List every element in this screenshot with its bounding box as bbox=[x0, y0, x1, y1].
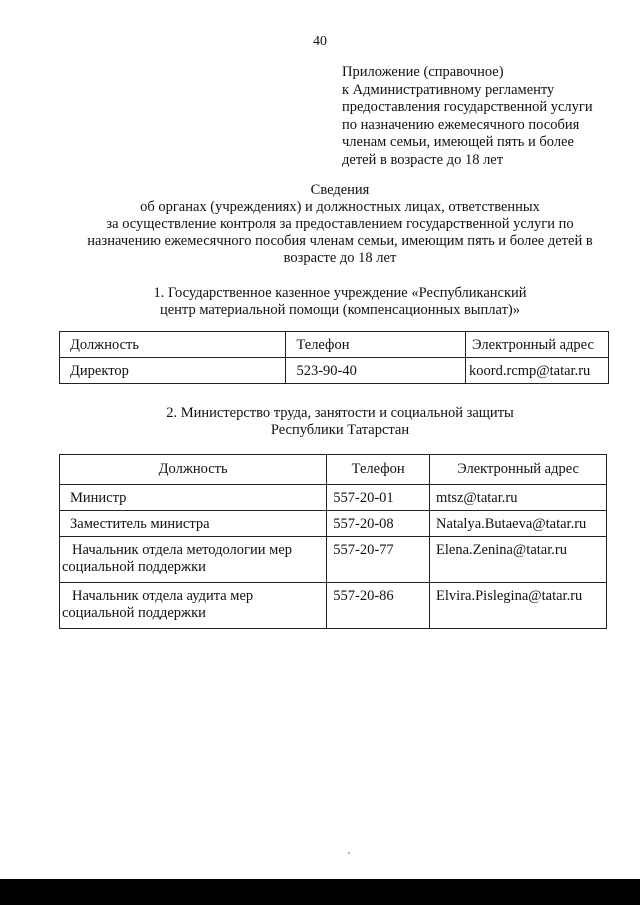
table-row bbox=[60, 537, 607, 583]
column-header: Телефон bbox=[286, 332, 466, 358]
appendix-line: предоставления государственной услуги bbox=[342, 99, 593, 115]
position-cell: Заместитель министра bbox=[60, 511, 327, 537]
appendix-line: членам семьи, имеющей пять и более bbox=[342, 134, 574, 150]
column-header: Электронный адрес bbox=[430, 455, 607, 485]
scan-bottom-edge bbox=[0, 879, 640, 905]
heading-title: Сведения bbox=[310, 182, 370, 198]
table-row bbox=[60, 583, 607, 629]
heading-line: возрасте до 18 лет bbox=[283, 250, 397, 266]
heading-line: назначению ежемесячного пособия членам семьи, имеющим пять и более детей в bbox=[87, 233, 593, 249]
appendix-note bbox=[342, 64, 632, 169]
table-row bbox=[60, 511, 607, 537]
column-header: Электронный адрес bbox=[466, 332, 609, 358]
position-line: социальной поддержки bbox=[62, 559, 206, 575]
section-2-title-line: 2. Министерство труда, занятости и социальной защиты bbox=[166, 405, 514, 421]
scan-speck bbox=[348, 852, 350, 854]
position-cell: Директор bbox=[60, 358, 286, 384]
table-header-row bbox=[60, 332, 609, 358]
position-line: социальной поддержки bbox=[62, 605, 206, 621]
column-header: Должность bbox=[60, 455, 327, 485]
position-cell bbox=[60, 537, 327, 583]
page-number: 40 bbox=[313, 34, 327, 49]
position-line: Начальник отдела методологии мер bbox=[72, 542, 292, 558]
email-cell: Natalya.Butaeva@tatar.ru bbox=[430, 511, 607, 537]
email-cell: mtsz@tatar.ru bbox=[430, 485, 607, 511]
phone-cell: 557-20-77 bbox=[327, 537, 430, 583]
heading-line: за осуществление контроля за предоставлением государственной услуги по bbox=[106, 216, 574, 232]
table-row bbox=[60, 358, 609, 384]
phone-cell: 523-90-40 bbox=[286, 358, 466, 384]
table-row bbox=[60, 485, 607, 511]
appendix-line: к Административному регламенту bbox=[342, 81, 555, 98]
email-cell: koord.rcmp@tatar.ru bbox=[466, 358, 609, 384]
phone-cell: 557-20-01 bbox=[327, 485, 430, 511]
phone-cell: 557-20-86 bbox=[327, 583, 430, 629]
email-cell: Elena.Zenina@tatar.ru bbox=[430, 537, 607, 583]
section-2-title bbox=[20, 405, 640, 439]
section-1-title-line: 1. Государственное казенное учреждение «Республиканский bbox=[153, 285, 527, 301]
appendix-line: Приложение (справочное) bbox=[342, 64, 504, 80]
heading-line: об органах (учреждениях) и должностных лицах, ответственных bbox=[140, 199, 540, 215]
table-header-row bbox=[60, 455, 607, 485]
column-header: Должность bbox=[60, 332, 286, 358]
section-2-table bbox=[59, 454, 607, 629]
appendix-line: детей в возрасте до 18 лет bbox=[342, 151, 504, 168]
position-cell: Министр bbox=[60, 485, 327, 511]
appendix-line: по назначению ежемесячного пособия bbox=[342, 116, 580, 133]
position-cell bbox=[60, 583, 327, 629]
section-1-table bbox=[59, 331, 609, 384]
position-line: Начальник отдела аудита мер bbox=[72, 588, 254, 604]
section-1-title bbox=[20, 285, 640, 319]
email-cell: Elvira.Pislegina@tatar.ru bbox=[430, 583, 607, 629]
phone-cell: 557-20-08 bbox=[327, 511, 430, 537]
section-2-title-line: Республики Татарстан bbox=[270, 422, 410, 438]
section-1-title-line: центр материальной помощи (компенсационных выплат)» bbox=[159, 302, 521, 318]
document-heading bbox=[0, 182, 640, 267]
column-header: Телефон bbox=[327, 455, 430, 485]
